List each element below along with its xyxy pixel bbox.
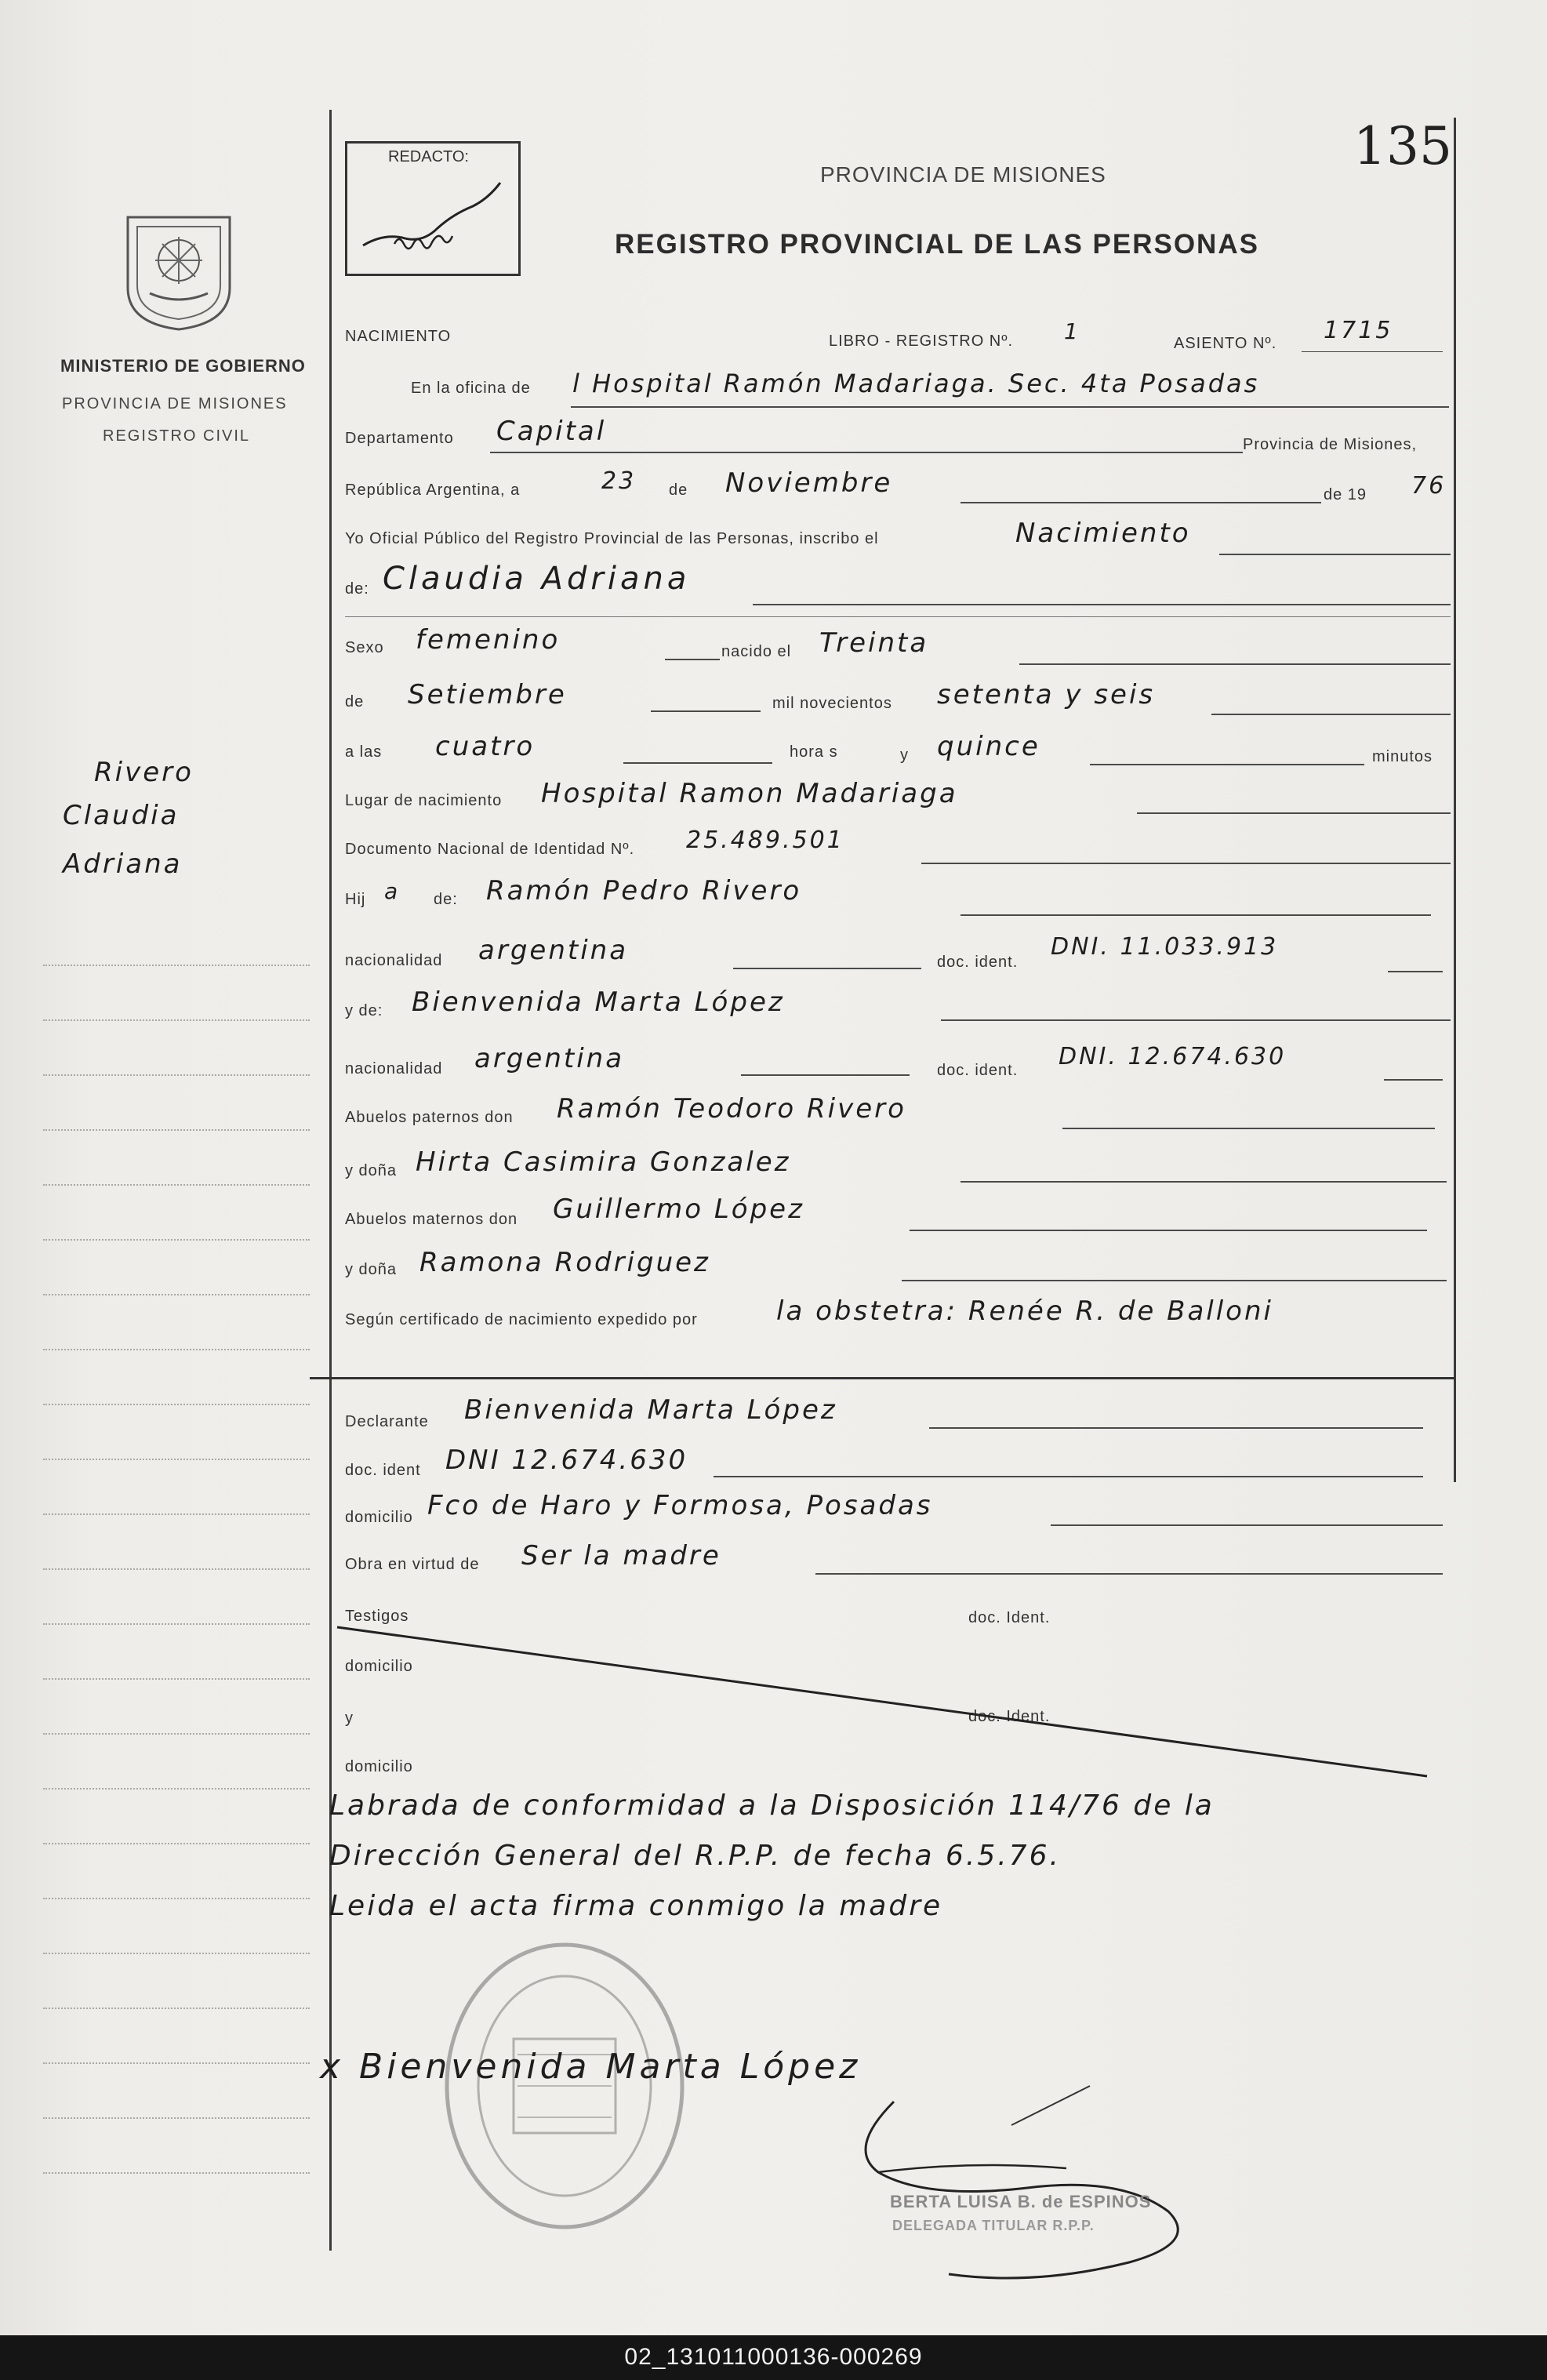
anio-label: de 19: [1324, 486, 1367, 503]
minutos-line: [1090, 764, 1364, 765]
ab-pat-dona-value: Hirta Casimira Gonzalez: [416, 1146, 791, 1178]
minutos-label: minutos: [1372, 748, 1433, 765]
page-number: 135: [1353, 116, 1452, 176]
yde-label: y de:: [345, 1002, 383, 1019]
acto-value: Nacimiento: [1015, 518, 1191, 549]
sexo-line: [665, 659, 720, 660]
nombre-value: Claudia Adriana: [383, 561, 691, 597]
republica-label: República Argentina, a: [345, 481, 521, 499]
nota-line-3: Leida el acta firma conmigo la madre: [329, 1890, 943, 1922]
ab-mat-label: Abuelos maternos don: [345, 1211, 518, 1228]
doc2-label: doc. ident.: [937, 1062, 1019, 1079]
registry-label: REGISTRO CIVIL: [103, 427, 251, 445]
libro-value: 1: [1064, 318, 1080, 344]
madre-line: [941, 1019, 1451, 1021]
footer-code: 02_131011000136-000269: [624, 2344, 923, 2370]
nac2-label: nacionalidad: [345, 1060, 443, 1077]
docid-value: DNI 12.674.630: [445, 1444, 688, 1476]
ab-mat-don-value: Guillermo López: [553, 1194, 804, 1225]
sexo-label: Sexo: [345, 639, 384, 656]
redacto-box: [345, 141, 521, 276]
testigos-strike-line: [333, 1600, 1470, 1804]
de-label-4: de:: [434, 891, 458, 908]
cert-value: la obstetra: Renée R. de Balloni: [776, 1295, 1273, 1327]
padre-value: Ramón Pedro Rivero: [486, 875, 802, 907]
hora-value: cuatro: [435, 731, 536, 762]
redacto-label: REDACTO:: [388, 148, 469, 165]
de-label-3: de: [345, 693, 365, 710]
header-province: PROVINCIA DE MISIONES: [820, 162, 1106, 187]
official-name: BERTA LUISA B. de ESPINOS: [890, 2192, 1152, 2211]
nota-line-2: Dirección General del R.P.P. de fecha 6.5.76.: [329, 1840, 1061, 1872]
alas-label: a las: [345, 743, 383, 761]
redacto-signature: [347, 159, 512, 269]
asiento-label: ASIENTO Nº.: [1174, 335, 1277, 352]
acto-line: [1219, 554, 1451, 555]
lugar-line: [1137, 812, 1451, 814]
lugar-value: Hospital Ramon Madariaga: [541, 778, 958, 809]
domicilio-label: domicilio: [345, 1509, 413, 1526]
official-signature: [831, 2062, 1239, 2298]
oficina-label: En la oficina de: [411, 380, 531, 397]
margin-name-line-3: Adriana: [63, 848, 183, 880]
doc1-label: doc. ident.: [937, 954, 1019, 971]
mil-label: mil novecientos: [772, 695, 892, 712]
tdom2-label: domicilio: [345, 1758, 413, 1775]
margin-name-line-1: Rivero: [94, 757, 194, 788]
coat-of-arms-icon: [120, 205, 238, 331]
domicilio-line: [1051, 1524, 1443, 1526]
hij-suffix: a: [384, 878, 401, 904]
ab-pat-label: Abuelos paternos don: [345, 1109, 514, 1126]
obra-value: Ser la madre: [521, 1540, 721, 1572]
section-divider: [310, 1377, 1454, 1379]
ab-mat-dona-line: [902, 1280, 1447, 1281]
oficial-label: Yo Oficial Público del Registro Provincial de las Personas, inscribo el: [345, 530, 879, 547]
doc2-line: [1384, 1079, 1443, 1081]
tdoc1-label: doc. Ident.: [968, 1609, 1051, 1626]
form-type-label: NACIMIENTO: [345, 328, 452, 345]
declarante-line: [929, 1427, 1423, 1429]
nota-line-1: Labrada de conformidad a la Disposición 114/76 de la: [329, 1790, 1215, 1822]
anio-nac-line: [1211, 714, 1451, 715]
obra-label: Obra en virtud de: [345, 1556, 480, 1573]
departamento-value: Capital: [496, 416, 607, 447]
dni-line: [921, 863, 1451, 864]
doc1-value: DNI. 11.033.913: [1051, 933, 1279, 961]
nacido-label: nacido el: [721, 643, 792, 660]
oficina-line: [571, 406, 1449, 408]
mother-signature: x Bienvenida Marta López: [320, 2047, 862, 2087]
madre-value: Bienvenida Marta López: [412, 987, 785, 1018]
mes-line: [961, 502, 1321, 503]
minutos-value: quince: [937, 731, 1040, 762]
hora-label: hora s: [790, 743, 838, 761]
asiento-line: [1302, 351, 1443, 352]
margin-name-line-2: Claudia: [63, 800, 180, 831]
testigos-label: Testigos: [345, 1608, 409, 1625]
ty-label: y: [345, 1710, 354, 1727]
ministry-label: MINISTERIO DE GOBIERNO: [60, 356, 306, 376]
lugar-label: Lugar de nacimiento: [345, 792, 503, 809]
mes-nac-line: [651, 710, 761, 712]
footer-bar: [0, 2335, 1547, 2380]
docid-line: [714, 1476, 1423, 1477]
nac1-label: nacionalidad: [345, 952, 443, 969]
doc1-line: [1388, 971, 1443, 972]
tdom1-label: domicilio: [345, 1658, 413, 1675]
cert-label: Según certificado de nacimiento expedido por: [345, 1311, 698, 1328]
official-title: DELEGADA TITULAR R.P.P.: [892, 2218, 1095, 2233]
dni-value: 25.489.501: [686, 827, 844, 854]
ab-pat-don-value: Ramón Teodoro Rivero: [557, 1093, 906, 1125]
nac2-value: argentina: [474, 1043, 625, 1074]
ab-pat-line: [1062, 1128, 1435, 1129]
nac2-line: [741, 1074, 910, 1076]
right-border-line: [1454, 118, 1456, 1482]
nac1-value: argentina: [478, 935, 629, 966]
header-registry: REGISTRO PROVINCIAL DE LAS PERSONAS: [615, 229, 1259, 260]
hij-label: Hij: [345, 891, 366, 908]
de-label-1: de: [669, 481, 688, 499]
domicilio-value: Fco de Haro y Formosa, Posadas: [427, 1490, 933, 1521]
doc2-value: DNI. 12.674.630: [1059, 1043, 1287, 1070]
province-label: PROVINCIA DE MISIONES: [62, 395, 288, 412]
declarante-value: Bienvenida Marta López: [464, 1394, 837, 1426]
dni-label: Documento Nacional de Identidad Nº.: [345, 841, 635, 858]
nacido-value: Treinta: [819, 627, 929, 659]
nac1-line: [733, 968, 921, 969]
departamento-line: [490, 452, 1243, 453]
oficina-value: l Hospital Ramón Madariaga. Sec. 4ta Posadas: [572, 369, 1260, 398]
y-label-1: y: [900, 747, 909, 764]
ab-pat-dona-line: [961, 1181, 1447, 1183]
de-label-2: de:: [345, 580, 369, 598]
provincia-label: Provincia de Misiones,: [1243, 436, 1418, 453]
obra-line: [815, 1573, 1443, 1575]
dia-value: 23: [601, 467, 637, 495]
asiento-value: 1715: [1324, 317, 1393, 344]
mes-nac-value: Setiembre: [408, 679, 567, 710]
ydona1-label: y doña: [345, 1162, 398, 1179]
tdoc2-label: doc. Ident.: [968, 1708, 1051, 1725]
left-border-line: [329, 110, 332, 2251]
departamento-label: Departamento: [345, 430, 454, 447]
anio-value: 76: [1411, 472, 1447, 500]
nacido-line: [1019, 663, 1451, 665]
docid-label: doc. ident: [345, 1462, 421, 1479]
mes-value: Noviembre: [725, 467, 893, 499]
ab-mat-dona-value: Ramona Rodriguez: [419, 1247, 710, 1278]
sexo-value: femenino: [416, 624, 561, 656]
nombre-line: [753, 604, 1451, 605]
declarante-label: Declarante: [345, 1413, 429, 1430]
hora-line: [623, 762, 772, 764]
anio-nac-value: setenta y seis: [937, 679, 1156, 710]
padre-line: [961, 914, 1431, 916]
nombre-line-2: [345, 616, 1451, 617]
ab-mat-line: [910, 1230, 1427, 1231]
ydona2-label: y doña: [345, 1261, 398, 1278]
libro-label: LIBRO - REGISTRO Nº.: [829, 332, 1014, 350]
